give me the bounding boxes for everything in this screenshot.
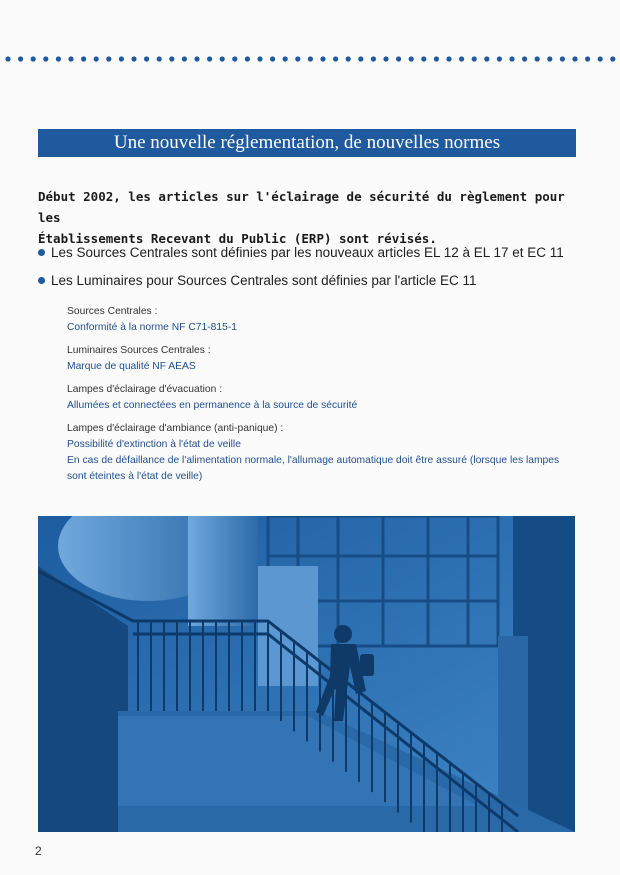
rule-dot: [396, 56, 401, 61]
section-banner: Une nouvelle réglementation, de nouvelles normes: [38, 129, 576, 157]
requirement-heading: Lampes d'éclairage d'ambiance (anti-panique) :: [67, 423, 284, 434]
rule-dot: [333, 56, 338, 61]
rule-dot: [472, 56, 477, 61]
requirement-text: sont éteintes à l'état de veille): [67, 471, 203, 482]
bullet-item: [38, 271, 598, 299]
rule-dot: [598, 56, 603, 61]
rule-dot: [68, 56, 73, 61]
rule-dot: [220, 56, 225, 61]
requirements-list: [67, 304, 587, 492]
requirement-text: En cas de défaillance de l'alimentation normale, l'allumage automatique doit être assuré (lorsque les lampes: [67, 455, 560, 466]
rule-dot: [18, 56, 23, 61]
rule-dot: [585, 56, 590, 61]
requirement-block: [67, 304, 587, 336]
requirement-heading: Sources Centrales :: [67, 306, 158, 317]
rule-dot: [497, 56, 502, 61]
intro-line-1: Début 2002, les articles sur l'éclairage de sécurité du règlement pour les: [38, 189, 565, 225]
rule-dot: [194, 56, 199, 61]
rule-dot: [346, 56, 351, 61]
rule-dot: [31, 56, 36, 61]
rule-dot: [358, 56, 363, 61]
rule-dot: [119, 56, 124, 61]
requirement-block: [67, 421, 587, 485]
requirement-text: Possibilité d'extinction à l'état de veille: [67, 439, 241, 450]
rule-dot: [547, 56, 552, 61]
rule-dot: [610, 56, 615, 61]
bullet-icon: [38, 249, 45, 256]
rule-dot: [270, 56, 275, 61]
requirement-block: [67, 343, 587, 375]
rule-dot: [157, 56, 162, 61]
rule-dot: [446, 56, 451, 61]
requirement-text: Allumées et connectées en permanence à la source de sécurité: [67, 400, 358, 411]
rule-dot: [283, 56, 288, 61]
rule-dot: [182, 56, 187, 61]
rule-dot: [169, 56, 174, 61]
bullet-list: [38, 243, 598, 299]
requirement-heading: Luminaires Sources Centrales :: [67, 345, 211, 356]
rule-dot: [232, 56, 237, 61]
intro-paragraph: [38, 186, 578, 249]
bullet-text: Les Luminaires pour Sources Centrales sont définies par l'article EC 11: [51, 273, 477, 288]
rule-dot: [484, 56, 489, 61]
requirement-text: Marque de qualité NF AEAS: [67, 361, 196, 372]
rule-dot: [295, 56, 300, 61]
rule-dot: [434, 56, 439, 61]
rule-dot: [535, 56, 540, 61]
rule-dot: [81, 56, 86, 61]
rule-dot: [207, 56, 212, 61]
rule-dot: [5, 56, 10, 61]
staircase-photo: [38, 516, 575, 832]
rule-dot: [308, 56, 313, 61]
bullet-item: [38, 243, 598, 271]
rule-dot: [560, 56, 565, 61]
rule-dot: [383, 56, 388, 61]
page-number: 2: [35, 844, 42, 858]
dotted-rule: [0, 54, 620, 64]
rule-dot: [144, 56, 149, 61]
rule-dot: [572, 56, 577, 61]
requirement-heading: Lampes d'éclairage d'évacuation :: [67, 384, 223, 395]
bullet-icon: [38, 277, 45, 284]
rule-dot: [43, 56, 48, 61]
rule-dot: [94, 56, 99, 61]
rule-dot: [459, 56, 464, 61]
rule-dot: [371, 56, 376, 61]
rule-dot: [320, 56, 325, 61]
requirement-block: [67, 382, 587, 414]
rule-dot: [509, 56, 514, 61]
rule-dot: [106, 56, 111, 61]
rule-dot: [522, 56, 527, 61]
bullet-text: Les Sources Centrales sont définies par les nouveaux articles EL 12 à EL 17 et EC 11: [51, 245, 564, 260]
rule-dot: [257, 56, 262, 61]
intro-line-2: Établissements Recevant du Public (ERP) sont révisés.: [38, 231, 437, 246]
rule-dot: [131, 56, 136, 61]
rule-dot: [56, 56, 61, 61]
requirement-text: Conformité à la norme NF C71-815-1: [67, 322, 237, 333]
rule-dot: [245, 56, 250, 61]
rule-dot: [409, 56, 414, 61]
rule-dot: [421, 56, 426, 61]
